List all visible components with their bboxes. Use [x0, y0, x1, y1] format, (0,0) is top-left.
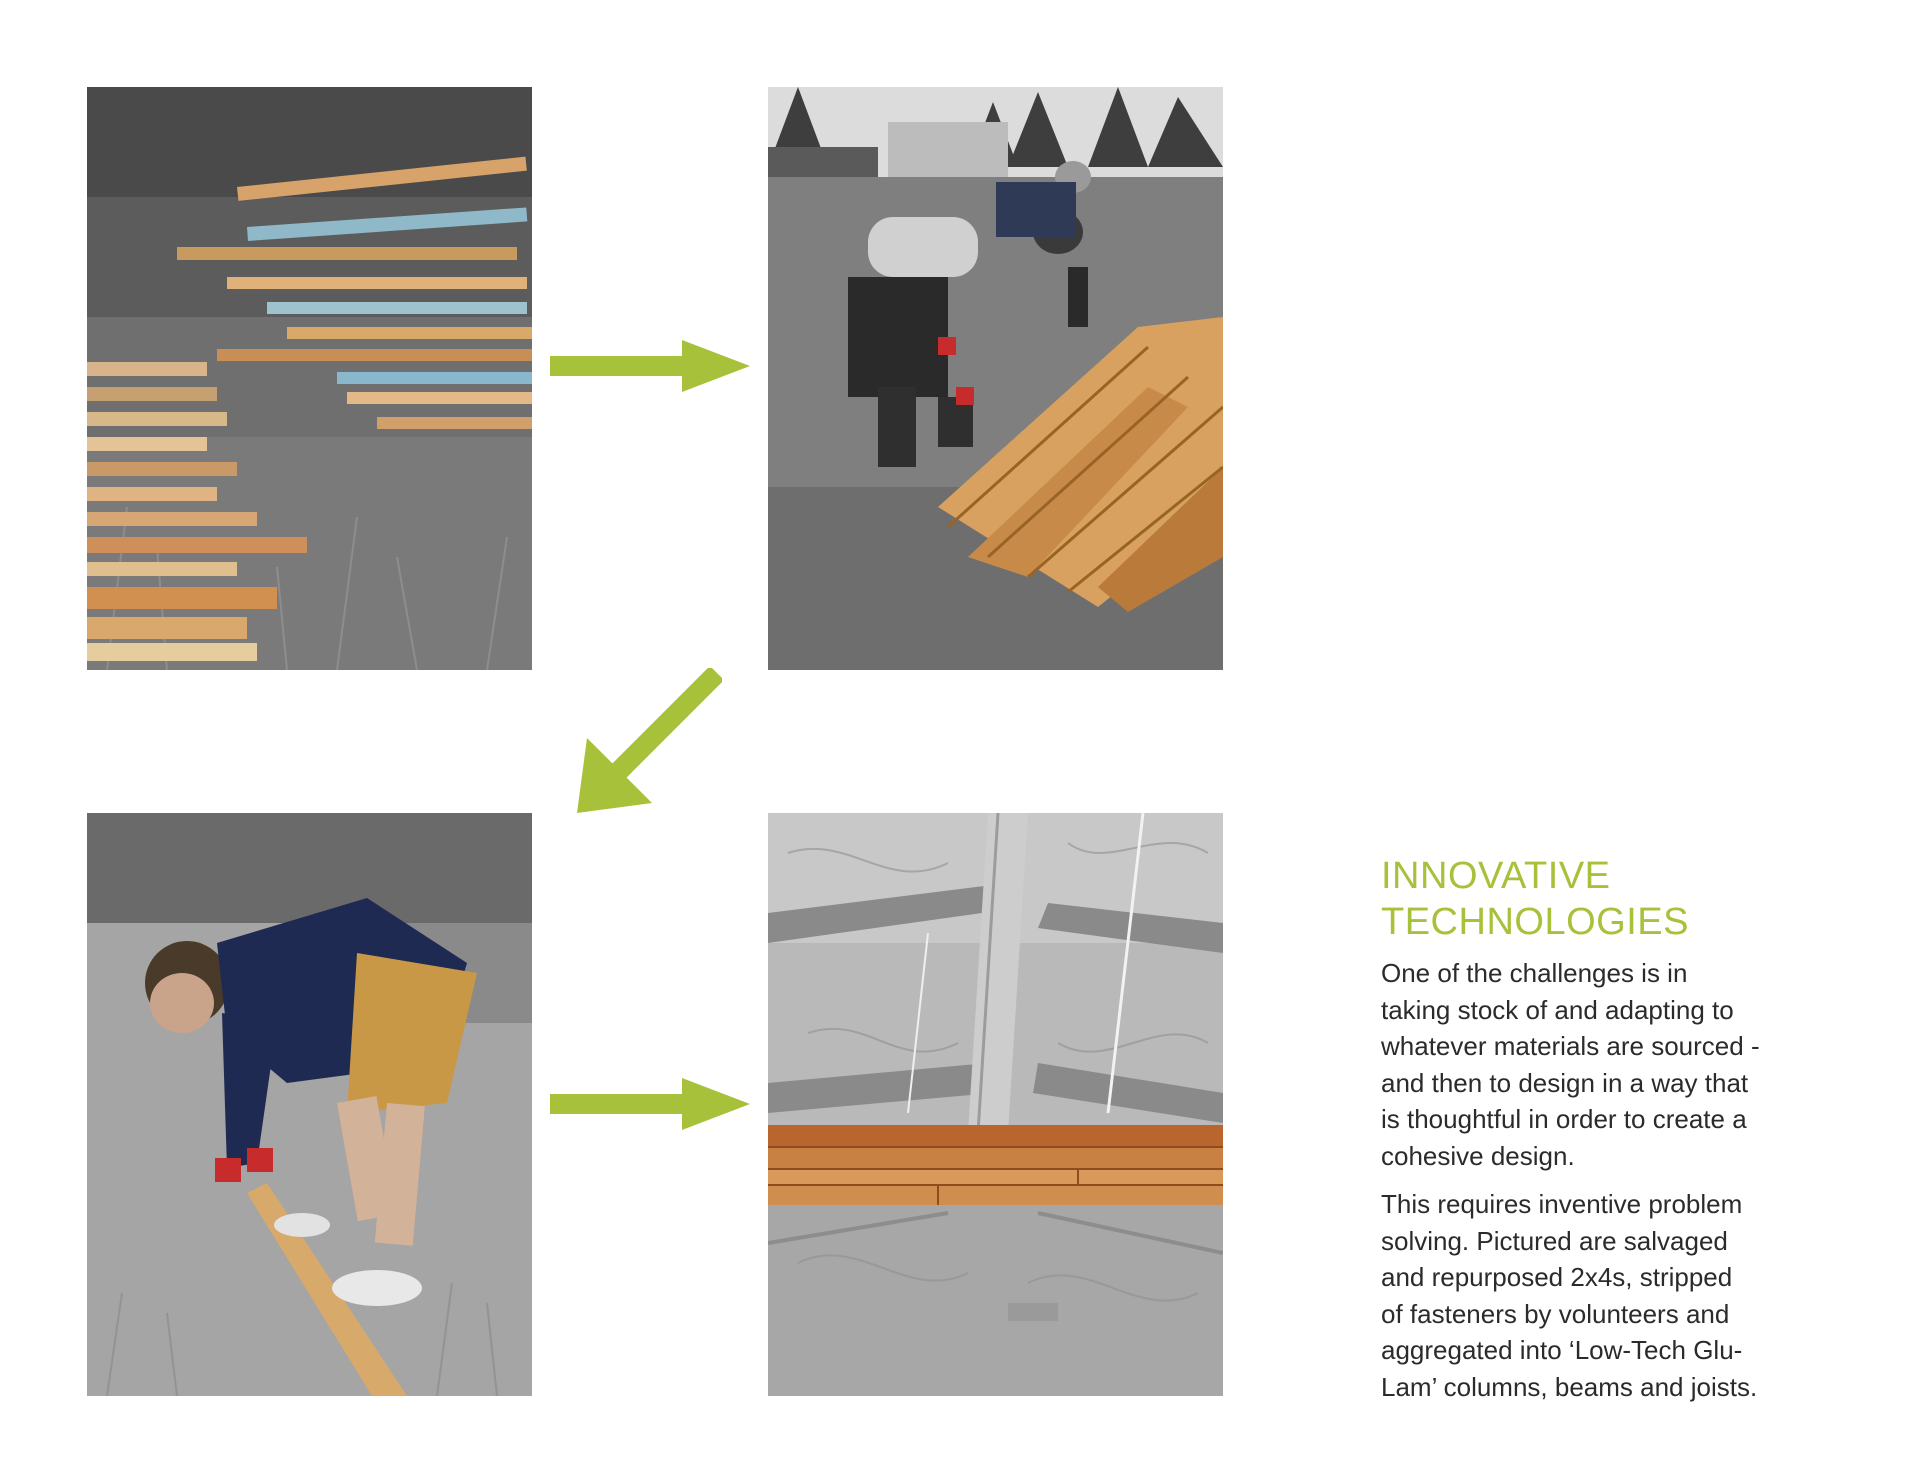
photo-salvaged-lumber-pile — [87, 87, 532, 670]
paragraph-line: and repurposed 2x4s, stripped — [1381, 1262, 1733, 1292]
paragraph-challenges — [1381, 955, 1851, 1174]
photo-glu-lam-beam-interior — [768, 813, 1223, 1396]
paragraph-line: and then to design in a way that — [1381, 1067, 1749, 1098]
arrow-right-icon — [550, 340, 750, 392]
paragraph-line: One of the challenges is in — [1381, 958, 1688, 988]
paragraph-line: solving. Pictured are salvaged — [1381, 1225, 1728, 1256]
photo-volunteer-stripping-fasteners — [87, 813, 532, 1396]
paragraph-line: This requires inventive problem — [1381, 1189, 1743, 1219]
heading-line-2: TECHNOLOGIES — [1381, 901, 1689, 943]
heading-line-1: INNOVATIVE — [1381, 855, 1611, 897]
text-block — [1381, 853, 1851, 1405]
paragraph-line: aggregated into ‘Low-Tech Glu- — [1381, 1335, 1743, 1365]
paragraph-line: taking stock of and adapting to — [1381, 994, 1734, 1025]
section-heading — [1381, 853, 1851, 945]
paragraph-line: cohesive design. — [1381, 1140, 1575, 1171]
paragraph-line: is thoughtful in order to create a — [1381, 1104, 1747, 1134]
photo-volunteers-sorting-lumber — [768, 87, 1223, 670]
paragraph-line: of fasteners by volunteers and — [1381, 1298, 1730, 1329]
arrow-right-icon — [550, 1078, 750, 1130]
paragraph-problem-solving — [1381, 1186, 1851, 1405]
paragraph-line: Lam’ columns, beams and joists. — [1381, 1371, 1758, 1402]
arrow-down-left-icon — [572, 668, 722, 818]
paragraph-line: whatever materials are sourced - — [1381, 1031, 1760, 1061]
